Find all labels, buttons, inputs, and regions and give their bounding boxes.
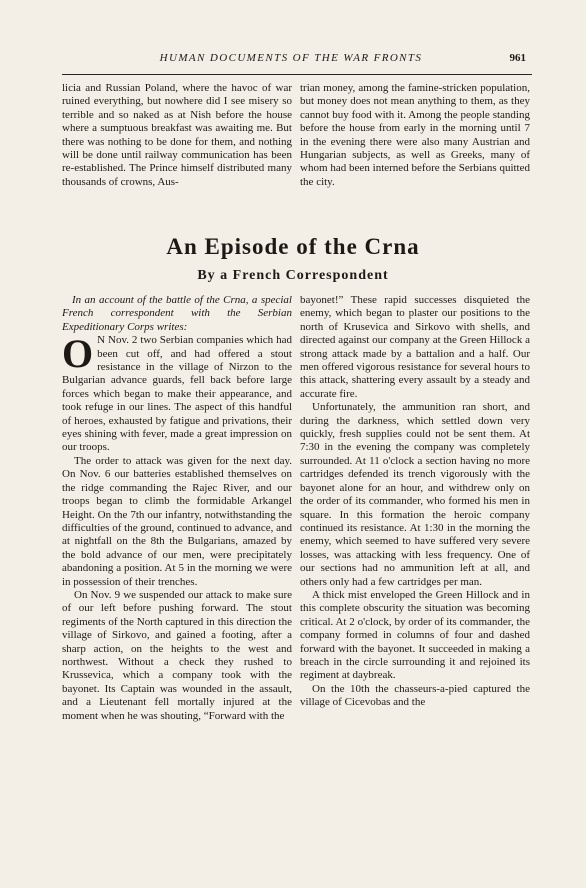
paragraph: A thick mist enveloped the Green Hillock and in this complete obscurity the situation was becoming critical. At 2 o'clock, by order of its commander, the company formed in columns of four and dashed forward with the bayonet. It succeeded in making a breach in the circle surrounding it and rejoined its regiment at daybreak. — [300, 588, 530, 682]
article-right-column — [300, 294, 530, 710]
paragraph: On the 10th the chasseurs-a-pied captured the village of Cicevobas and the — [300, 682, 530, 709]
top-right-column — [300, 82, 530, 189]
paragraph: On Nov. 9 we suspended our attack to make sure of our left before pushing forward. The stout regiments of the North captured in this direction the village of Sirkovo, and gained a footing, after a sharp action, on the heights to the west and northwest. Without a check they rushed to Krussevica, which a company took with the bayonet. Its Captain was wounded in the assault, and a Lieutenant fell mortally injured at the moment when he was shouting, “Forward with the — [62, 588, 292, 722]
running-head: HUMAN DOCUMENTS OF THE WAR FRONTS — [159, 52, 423, 64]
intro-note: In an account of the battle of the Crna, a special French correspondent with the Serbian Expeditionary Corps writes: — [62, 294, 292, 333]
article-left-column — [62, 294, 292, 723]
paragraph: licia and Russian Poland, where the havoc of war ruined everything, but nowhere did I see misery so terrible and so naked as at Nish before the house where a sumptuous breakfast was awaiting me. But there was nothing to be done for them, and nothing will be done until railway communication has been re-established. The Prince himself distributed many thousands of crowns, Aus- — [62, 82, 292, 188]
paragraph: trian money, among the famine-stricken population, but money does not mean anything to them, as they cannot buy food with it. Among the people standing before the house from early in the morning until 7 in the evening there were also many Austrian and Hungarian subjects, as well as Greeks, many of whom had been interned before the Serbians quitted the city. — [300, 82, 530, 188]
top-left-column — [62, 82, 292, 189]
article-byline: By a French Correspondent — [197, 268, 389, 283]
header-rule — [62, 74, 532, 75]
article-title: An Episode of the Crna — [166, 234, 420, 259]
page-header — [56, 52, 526, 68]
opening-paragraph — [62, 334, 292, 455]
drop-cap: O — [62, 334, 94, 377]
page-number: 961 — [509, 52, 526, 64]
paragraph: N Nov. 2 two Serbian companies which had been cut off, and had offered a stout resistance in the village of Nirzon to the Bulgarian advance guards, fell back before large forces which began to make their appearance, and took refuge in our lines. The aspect of this handful of heroes, exhausted by fatigue and privations, their eyes shining with fever, made a great impression on our troops. — [62, 334, 292, 454]
paragraph: bayonet!” These rapid successes disquieted the enemy, which began to plaster our positions to the north of Krusevica and Sirkovo with shells, and directed against our company at the Green Hillock a strong attack made by a battalion and a half. Our men offered vigorous resistance for several hours to this attack, shattering every assault by a steady and accurate fire. — [300, 294, 530, 400]
paragraph: The order to attack was given for the next day. On Nov. 6 our batteries established themselves on the ridge commanding the Rajec River, and our troops began to climb the formidable Arkangel Height. On the 7th our infantry, notwithstanding the difficulties of the ground, continued to advance, and at nightfall on the 8th the Bulgarians, amazed by the bold advance of our men, were precipitately abandoning a position. At 5 in the morning we were in possession of their trenches. — [62, 454, 292, 588]
paragraph: Unfortunately, the ammunition ran short, and during the darkness, which settled down very quickly, fresh supplies could not be sent them. At 7:30 in the evening the company was completely surrounded. At 11 o'clock a section having no more cartridges defended its trench vigorously with the bayonet alone for an hour, and withdrew only on the order of its commander, who formed his men in square. In this formation the heroic company continued its resistance. At 1:30 in the morning the enemy, which seemed to have suffered very severe losses, was attacking with less frequency. One of our sections had no ammunition left at all, and others only had a few cartridges per man. — [300, 401, 530, 588]
